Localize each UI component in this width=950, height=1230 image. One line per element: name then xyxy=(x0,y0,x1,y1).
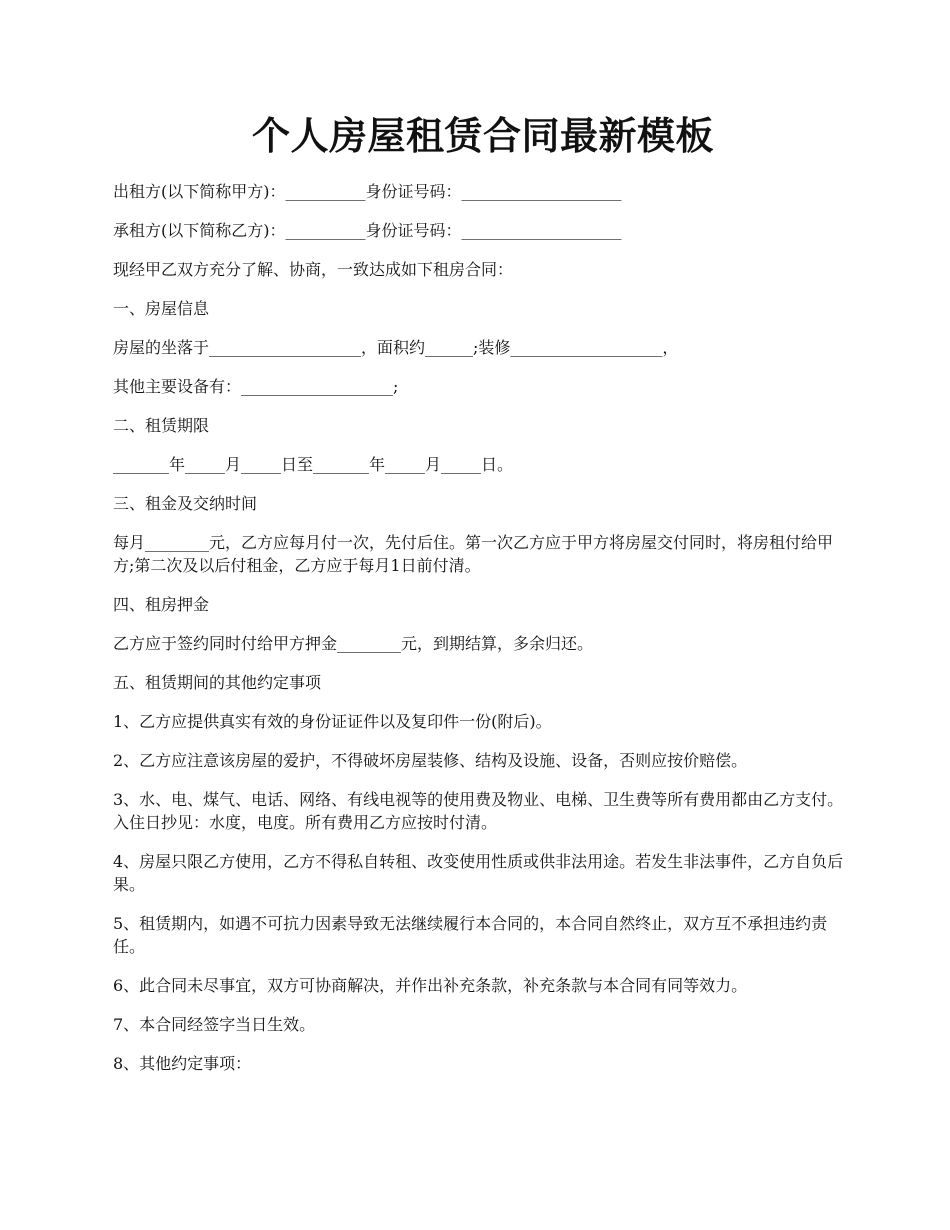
section-heading-lease-term: 二、租赁期限 xyxy=(113,416,210,435)
clause-4: 4、房屋只限乙方使用，乙方不得私自转租、改变使用性质或供非法用途。若发生非法事件，乙方自负后果。 xyxy=(113,852,844,894)
document-page xyxy=(113,110,853,1091)
section-heading-rent: 三、租金及交纳时间 xyxy=(113,494,258,513)
deposit-paragraph: 乙方应于签约同时付给甲方押金________元，到期结算，多余归还。 xyxy=(113,634,594,653)
section-heading-deposit: 四、租房押金 xyxy=(113,595,210,614)
agreement-intro: 现经甲乙双方充分了解、协商，一致达成如下租房合同： xyxy=(113,260,514,279)
clause-1: 1、乙方应提供真实有效的身份证证件以及复印件一份(附后)。 xyxy=(113,712,552,731)
house-location-line: 房屋的坐落于___________________，面积约______;装修___________________， xyxy=(113,338,679,357)
equipment-line: 其他主要设备有：___________________; xyxy=(113,377,399,396)
section-heading-house-info: 一、房屋信息 xyxy=(113,299,210,318)
lessor-line: 出租方(以下简称甲方)：__________身份证号码：____________________ xyxy=(113,182,622,201)
clause-7: 7、本合同经签字当日生效。 xyxy=(113,1015,316,1034)
clause-8: 8、其他约定事项： xyxy=(113,1054,252,1073)
clause-5: 5、租赁期内，如遇不可抗力因素导致无法继续履行本合同的，本合同自然终止，双方互不承担违约责任。 xyxy=(113,914,828,956)
clause-3: 3、水、电、煤气、电话、网络、有线电视等的使用费及物业、电梯、卫生费等所有费用都由乙方支付。入住日抄见：水度，电度。所有费用乙方应按时付清。 xyxy=(113,790,844,832)
section-heading-other-terms: 五、租赁期间的其他约定事项 xyxy=(113,673,322,692)
clause-6: 6、此合同未尽事宜，双方可协商解决，并作出补充条款，补充条款与本合同有同等效力。 xyxy=(113,976,748,995)
document-title: 个人房屋租赁合同最新模板 xyxy=(251,113,714,158)
lease-term-line: _______年_____月_____日至_______年_____月_____日。 xyxy=(113,455,514,474)
lessee-line: 承租方(以下简称乙方)：__________身份证号码：____________________ xyxy=(113,221,622,240)
clause-2: 2、乙方应注意该房屋的爱护，不得破坏房屋装修、结构及设施、设备，否则应按价赔偿。 xyxy=(113,751,748,770)
rent-paragraph: 每月________元，乙方应每月付一次，先付后住。第一次乙方应于甲方将房屋交付同时，将房租付给甲方;第二次及以后付租金，乙方应于每月1日前付清。 xyxy=(113,533,834,575)
